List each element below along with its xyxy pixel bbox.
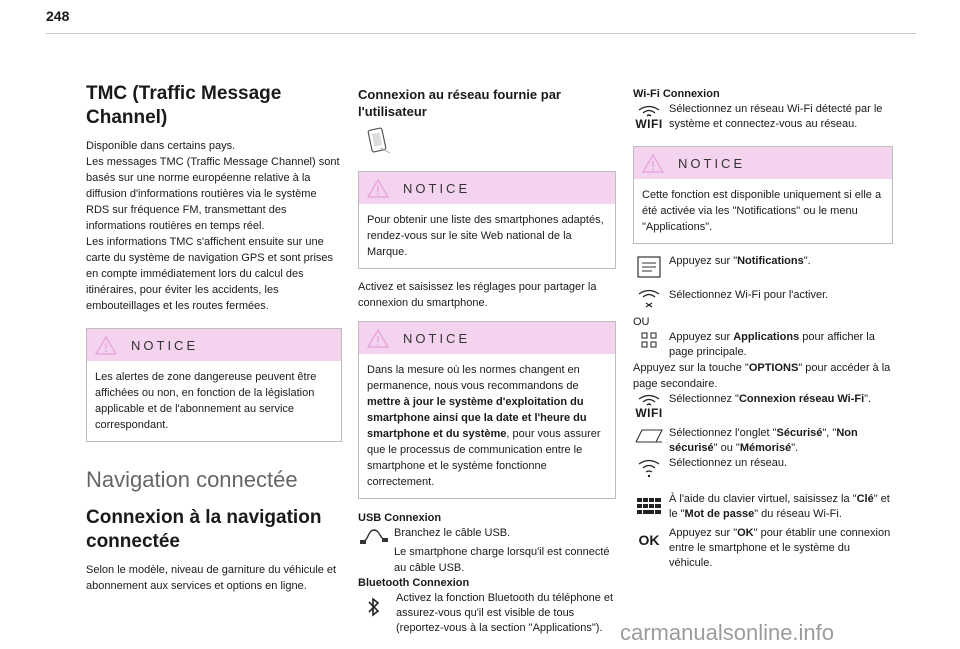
step-keyboard: À l'aide du clavier virtuel, saisissez la "Clé" et le "Mot de passe" du réseau Wi-Fi. [633,492,893,522]
warning-icon [367,179,389,198]
wifi-text-icon: WIFI [635,392,663,422]
tmc-display-info: Les informations TMC s'affichent ensuite sur une carte du système de navigation GPS et sont prises en compte immédiatement lors du calcul des itinéraires, pour éviter les accidents, les embouteillages et les routes fermées. [86,236,334,312]
section-title: Navigation connectée [86,467,298,492]
step-select-network: Sélectionnez un réseau. [633,456,893,482]
tmc-title: TMC (Traffic Message Channel) [86,83,282,128]
usb-label: USB Connexion [358,512,442,524]
usb-step: Branchez le câble USB. [358,526,616,544]
tab-icon [635,426,663,446]
step-ok: OK Appuyez sur "OK" pour établir une connexion entre le smartphone et le système du véhicule. [633,526,893,571]
user-network-title: Connexion au réseau fournie par l'utilisateur [358,87,561,119]
column-middle [358,86,616,636]
wifi-text-icon: WIFI [635,102,663,134]
tmc-availability: Disponible dans certains pays. [86,140,236,152]
notice-label: NOTICE [403,330,471,346]
subsection-text: Selon le modèle, niveau de garniture du véhicule et abonnement aux services et options en ligne. [86,564,337,592]
column-left [86,82,342,594]
usb-cable-icon [360,526,388,546]
applications-grid-icon [635,330,663,350]
watermark: carmanualsonline.info [620,620,835,645]
subsection-title: Connexion à la navigation connectée [86,507,322,552]
notice-label: NOTICE [131,337,199,353]
warning-icon [642,154,664,173]
options-text: Appuyez sur la touche "OPTIONS" pour accéder à la page secondaire. [633,362,891,390]
notifications-icon [635,254,663,280]
notice-text: Pour obtenir une liste des smartphones adaptés, rendez-vous sur le site Web national de la Marque. [367,214,604,258]
step-wifi-connection: WIFI Sélectionnez "Connexion réseau Wi-Fi". [633,392,893,422]
wifi-off-icon [635,288,663,308]
keyboard-icon [635,496,663,516]
notice-text: Dans la mesure où les normes changent en permanence, nous vous recommandons de mettre à jour le système d'exploitation du smartphone ainsi que la date et l'heure du smartphone et du système, pour vous assurer que le processus de communication entre le smartphone et le système fonctionne correctement. [367,364,601,488]
warning-icon [95,336,117,355]
wifi-icon [635,458,663,478]
bluetooth-label: Bluetooth Connexion [358,577,470,589]
step-applications: Appuyez sur Applications pour afficher la page principale. [633,330,893,360]
notice-box [86,328,342,442]
usb-charge-text: Le smartphone charge lorsqu'il est connecté au câble USB. [394,546,610,574]
step-notifications: Appuyez sur "Notifications". [633,254,893,282]
notice-text: Les alertes de zone dangereuse peuvent être affichées ou non, en fonction de la législation applicable et de l'abonnement au service correspondant. [95,371,317,431]
notice-label: NOTICE [403,180,471,196]
notice-label: NOTICE [678,155,746,171]
notice-box-smartphones [358,171,616,269]
column-right [633,87,893,571]
notice-box-wifi [633,146,893,244]
wifi-label: Wi-Fi Connexion [633,88,720,100]
tmc-description: Les messages TMC (Traffic Message Channel) sont basés sur une norme européenne relative à la diffusion d'informations routières via le système RDS sur fréquence FM, transmettant des informations routières en temps réel. [86,156,340,232]
header-rule [46,33,916,34]
share-connection-text: Activez et saisissez les réglages pour partager la connexion du smartphone. [358,281,597,309]
notice-box-update [358,321,616,499]
smartphone-icon [364,126,616,161]
page-number: 248 [46,8,70,24]
bluetooth-icon [360,597,388,617]
wifi-step: WIFI Sélectionnez un réseau Wi-Fi détecté par le système et connectez-vous au réseau. [633,102,893,136]
step-enable-wifi: Sélectionnez Wi-Fi pour l'activer. [633,288,893,312]
notice-text: Cette fonction est disponible uniquement si elle a été activée via les "Notifications" ou le menu "Applications". [642,189,882,233]
warning-icon [367,329,389,348]
ok-icon: OK [638,531,660,548]
bluetooth-step: Activez la fonction Bluetooth du téléphone et assurez-vous qu'il est visible de tous (reportez-vous à la section "Applications"). [358,591,616,636]
step-select-tab: Sélectionnez l'onglet "Sécurisé", "Non sécurisé" ou "Mémorisé". [633,426,893,456]
or-text: OU [633,316,650,328]
